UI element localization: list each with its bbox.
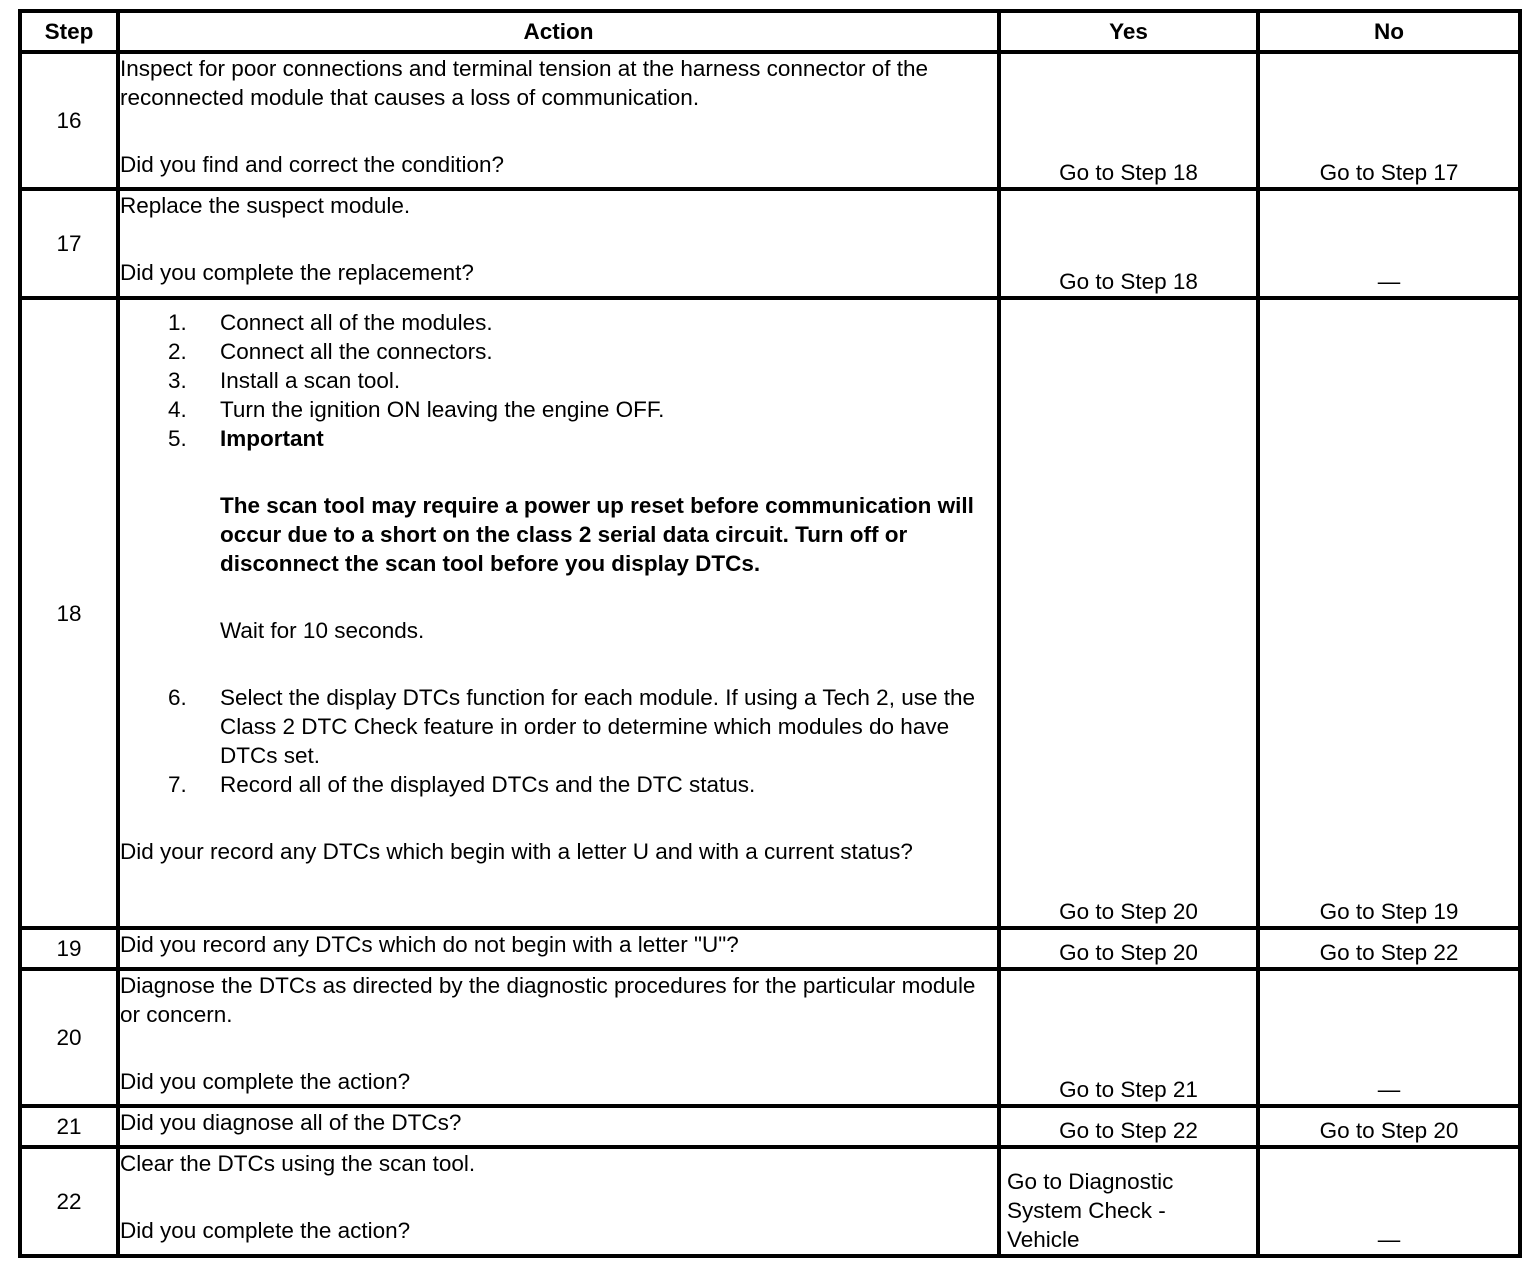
action-cell	[118, 1147, 999, 1256]
list-item-number: 5.	[168, 426, 187, 451]
step-number: 18	[20, 298, 118, 928]
step-number: 19	[20, 928, 118, 969]
step-number: 22	[20, 1147, 118, 1256]
no-result: Go to Step 17	[1258, 52, 1520, 189]
list-item-number: 7.	[168, 772, 187, 797]
list-item-text: Wait for 10 seconds.	[220, 618, 425, 643]
list-item-text: Connect all of the modules.	[220, 310, 493, 335]
list-item	[120, 770, 997, 799]
action-question: Did your record any DTCs which begin with a letter U and with a current status?	[120, 839, 913, 864]
action-text: Inspect for poor connections and terminal tension at the harness connector of the reconnected module that causes a loss of communication.	[120, 56, 928, 110]
yes-result: Go to Step 22	[999, 1106, 1258, 1147]
action-question: Did you find and correct the condition?	[120, 152, 504, 177]
action-question: Did you record any DTCs which do not begin with a letter "U"?	[120, 932, 739, 957]
yes-result: Go to Diagnostic System Check - Vehicle	[999, 1147, 1258, 1256]
diagnostic-table	[18, 9, 1522, 1258]
important-label: Important	[220, 426, 324, 451]
list-item	[120, 308, 997, 337]
list-item	[120, 683, 997, 770]
table-row	[20, 928, 1520, 969]
list-item-number: 3.	[168, 368, 187, 393]
action-question: Did you complete the action?	[120, 1069, 411, 1094]
no-result: Go to Step 22	[1258, 928, 1520, 969]
list-item-number: 4.	[168, 397, 187, 422]
list-item-text: Connect all the connectors.	[220, 339, 493, 364]
no-result: Go to Step 20	[1258, 1106, 1520, 1147]
list-item	[120, 337, 997, 366]
step-number: 17	[20, 189, 118, 298]
action-text: Diagnose the DTCs as directed by the diagnostic procedures for the particular module or concern.	[120, 973, 976, 1027]
action-cell	[118, 969, 999, 1106]
action-cell	[118, 1106, 999, 1147]
header-no: No	[1258, 11, 1520, 52]
table-row	[20, 189, 1520, 298]
step-number: 16	[20, 52, 118, 189]
list-item-number: 1.	[168, 310, 187, 335]
action-text: Replace the suspect module.	[120, 193, 411, 218]
list-item	[120, 366, 997, 395]
action-cell	[118, 189, 999, 298]
action-cell	[118, 52, 999, 189]
action-cell	[118, 928, 999, 969]
table-row	[20, 1147, 1520, 1256]
action-question: Did you diagnose all of the DTCs?	[120, 1110, 462, 1135]
yes-result: Go to Step 18	[999, 52, 1258, 189]
yes-result: Go to Step 20	[999, 298, 1258, 928]
action-question: Did you complete the action?	[120, 1218, 411, 1243]
yes-result: Go to Step 20	[999, 928, 1258, 969]
no-result: —	[1258, 969, 1520, 1106]
list-item-text: Install a scan tool.	[220, 368, 401, 393]
list-item-number: 2.	[168, 339, 187, 364]
procedure-list	[120, 308, 997, 799]
action-question: Did you complete the replacement?	[120, 260, 474, 285]
no-result: Go to Step 19	[1258, 298, 1520, 928]
table-row	[20, 298, 1520, 928]
header-row	[20, 11, 1520, 52]
yes-result: Go to Step 18	[999, 189, 1258, 298]
table-row	[20, 52, 1520, 189]
important-note: The scan tool may require a power up reset before communication will occur due to a short on the class 2 serial data circuit. Turn off or disconnect the scan tool before you display DTCs.	[220, 493, 974, 576]
no-result: —	[1258, 1147, 1520, 1256]
list-item-number: 6.	[168, 685, 187, 710]
no-result: —	[1258, 189, 1520, 298]
list-item-text: Record all of the displayed DTCs and the DTC status.	[220, 772, 756, 797]
header-action: Action	[118, 11, 999, 52]
list-item	[120, 424, 997, 683]
action-cell	[118, 298, 999, 928]
table-row	[20, 969, 1520, 1106]
list-item-text: Turn the ignition ON leaving the engine OFF.	[220, 397, 665, 422]
action-text: Clear the DTCs using the scan tool.	[120, 1151, 476, 1176]
step-number: 21	[20, 1106, 118, 1147]
table-row	[20, 1106, 1520, 1147]
step-number: 20	[20, 969, 118, 1106]
list-item	[120, 395, 997, 424]
header-step: Step	[20, 11, 118, 52]
yes-result: Go to Step 21	[999, 969, 1258, 1106]
list-item-text: Select the display DTCs function for each module. If using a Tech 2, use the Class 2 DTC Check feature in order to determine which modules do have DTCs set.	[220, 685, 976, 768]
header-yes: Yes	[999, 11, 1258, 52]
